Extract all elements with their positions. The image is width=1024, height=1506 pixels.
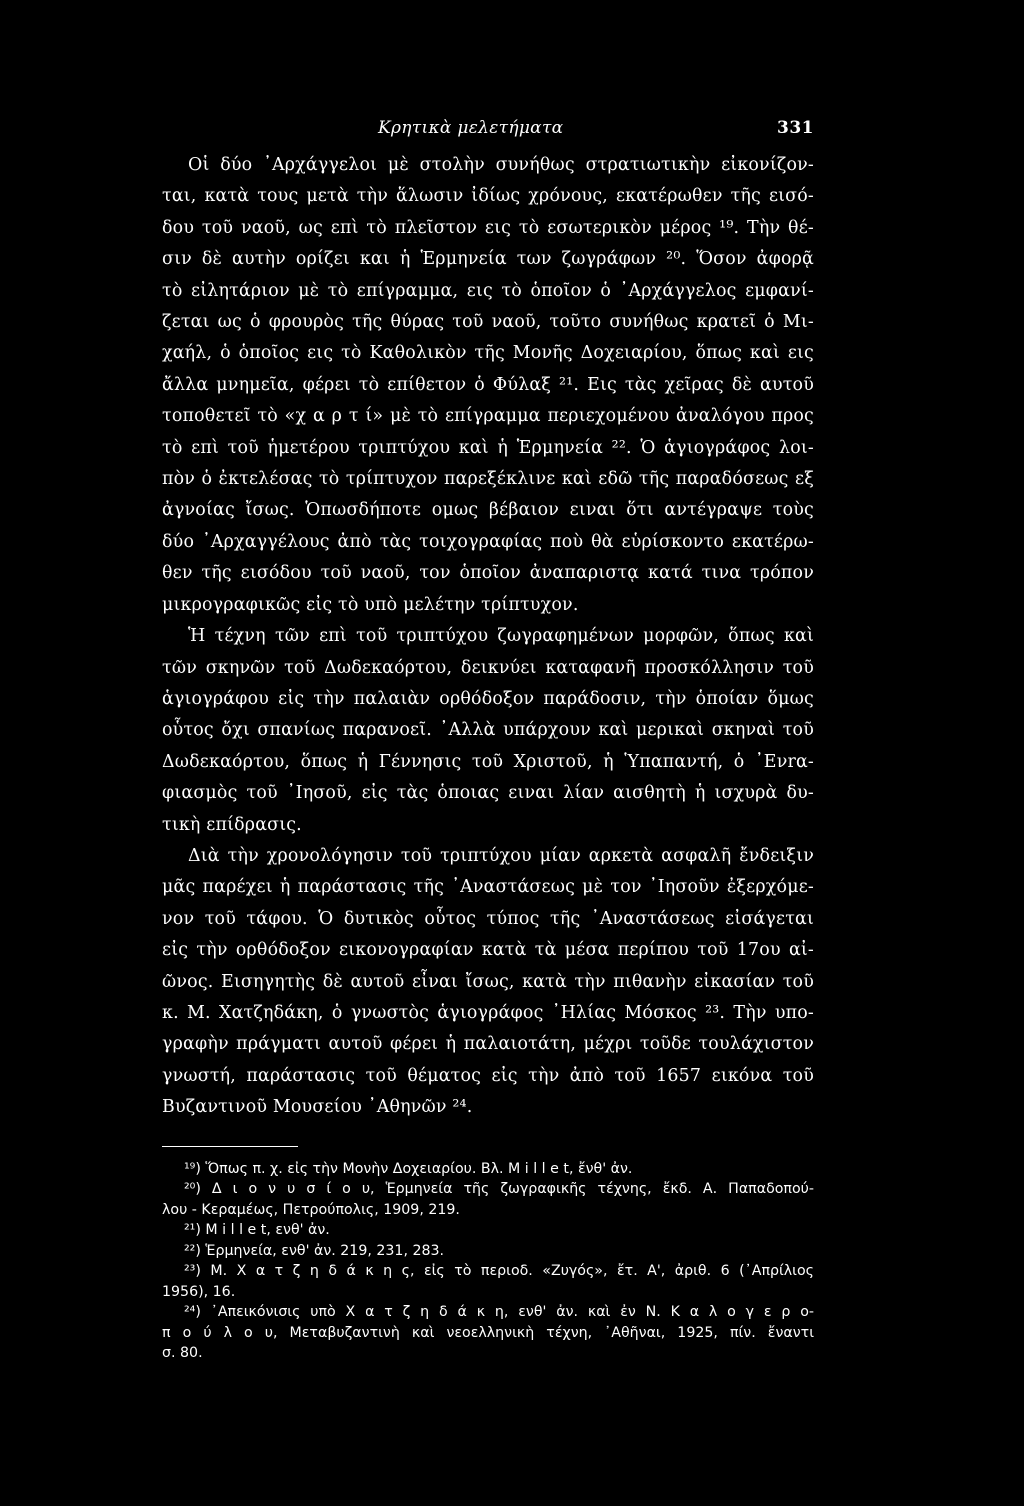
footnote-line: 1956), 16.	[162, 1283, 236, 1300]
footnote-line: ²⁰) Δ ι ο ν υ σ ί ο υ, Ἑρμηνεία τῆς ζωγραφικῆς τέχνης, ἔκδ. Α. Παπαδοπού-	[184, 1181, 814, 1198]
text-line: ῶνος. Εισηγητὴς δὲ αυτοῦ εἶναι ἴσως, κατὰ τὴν πιθανὴν εἰκασίαν τοῦ	[162, 971, 814, 992]
footnote-line: ²³) Μ. Χ α τ ζ η δ ά κ η ς, εἰς τὸ περιοδ. «Ζυγός», ἔτ. Α', ἀριθ. 6 (᾿Απρίλιος	[184, 1263, 814, 1280]
page-number: 331	[777, 118, 814, 138]
text-line: τῶν σκηνῶν τοῦ Δωδεκαόρτου, δεικνύει καταφανῆ προσκόλλησιν τοῦ	[162, 657, 814, 678]
running-title: Κρητικὰ μελετήματα	[378, 118, 564, 138]
text-line: νον τοῦ τάφου. Ὁ δυτικὸς οὗτος τύπος τῆς ᾿Αναστάσεως εἰσάγεται	[162, 908, 814, 929]
footnote-line: ²⁴) ᾿Απεικόνισις υπὸ Χ α τ ζ η δ ά κ η, ενθ' ἀν. καὶ ἐν Ν. Κ α λ ο γ ε ρ ο-	[184, 1304, 814, 1321]
text-line: μᾶς παρέχει ἡ παράστασις τῆς ᾿Αναστάσεως μὲ τον ᾿Ιησοῦν ἐξερχόμε-	[162, 877, 814, 898]
text-line: ἄλλα μνημεῖα, φέρει τὸ επίθετον ὁ Φύλαξ ²¹. Εις τὰς χεῖρας δὲ αυτοῦ	[162, 374, 814, 395]
footnotes	[162, 1159, 814, 1364]
text-line: τοποθετεῖ τὸ «χ α ρ τ ί» μὲ τὸ επίγραμμα περιεχομένου ἀναλόγου προς	[162, 406, 814, 427]
text-line: σιν δὲ αυτὴν ορίζει και ἡ Ἑρμηνεία των ζωγράφων ²⁰. Ὅσον ἀφορᾷ	[162, 249, 814, 270]
text-line: κ. Μ. Χατζηδάκη, ὁ γνωστὸς ἁγιογράφος ᾿Ηλίας Μόσκος ²³. Τὴν υπο-	[162, 1002, 814, 1023]
text-line: χαήλ, ὁ ὁποῖος εις τὸ Καθολικὸν τῆς Μονῆς Δοχειαρίου, ὅπως καὶ εις	[162, 343, 814, 364]
text-line: ἁγιογράφου εἰς τὴν παλαιὰν ορθόδοξον παράδοσιν, τὴν ὁποίαν ὅμως	[162, 688, 814, 709]
text-line: φιασμὸς τοῦ ᾿Ιησοῦ, εἰς τὰς ὁποιας ειναι λίαν αισθητὴ ἡ ισχυρὰ δυ-	[162, 783, 814, 804]
footnote-line: ¹⁹) Ὅπως π. χ. εἰς τὴν Μονὴν Δοχειαρίου. Βλ. M i l l e t, ἔνθ' ἀν.	[184, 1160, 633, 1177]
text-line: Ἡ τέχνη τῶν επὶ τοῦ τριπτύχου ζωγραφημένων μορφῶν, ὅπως καὶ	[188, 626, 814, 647]
text-line: Δωδεκαόρτου, ὅπως ἡ Γέννησις τοῦ Χριστοῦ, ἡ Ὑπαπαντή, ὁ ᾿Ενrα-	[162, 751, 814, 772]
text-line: οὗτος ὄχι σπανίως παρανοεῖ. ᾿Αλλὰ υπάρχουν καὶ μερικαὶ σκηναὶ τοῦ	[162, 720, 814, 741]
text-line: εἰς τὴν ορθόδοξον εικονογραφίαν κατὰ τὰ μέσα περίπου τοῦ 17ου αἰ-	[162, 940, 814, 961]
text-line: Βυζαντινοῦ Μουσείου ᾿Αθηνῶν ²⁴.	[162, 1097, 473, 1118]
text-line: τικὴ επίδρασις.	[162, 814, 302, 835]
text-line: δου τοῦ ναοῦ, ως επὶ τὸ πλεῖστον εις τὸ εσωτερικὸν μέρος ¹⁹. Τὴν θέ-	[162, 217, 814, 238]
text-line: τὸ επὶ τοῦ ἡμετέρου τριπτύχου καὶ ἡ Ἑρμηνεία ²². Ὁ ἁγιογράφος λοι-	[162, 437, 814, 458]
footnote-separator	[162, 1146, 298, 1147]
text-line: δύο ᾿Αρχαγγέλους ἀπὸ τὰς τοιχογραφίας ποὺ θὰ εὑρίσκοντο εκατέρω-	[162, 531, 814, 552]
text-line: Διὰ τὴν χρονολόγησιν τοῦ τριπτύχου μίαν αρκετὰ ασφαλῆ ἔνδειξιν	[188, 845, 814, 866]
footnote-line: π ο ύ λ ο υ, Μεταβυζαντινὴ καὶ νεοελληνικὴ τέχνη, ᾿Αθῆναι, 1925, πίν. ἔναντι	[162, 1324, 814, 1341]
text-line: θεν τῆς εισόδου τοῦ ναοῦ, τον ὁποῖον ἀναπαριστᾳ κατά τινα τρόπον	[162, 563, 814, 584]
text-line: Οἱ δύο ᾿Αρχάγγελοι μὲ στολὴν συνήθως στρατιωτικὴν εἰκονίζον-	[188, 155, 814, 175]
text-line: ἀγνοίας ἴσως. Ὁπωσδήποτε ομως βέβαιον ειναι ὅτι αντέγραψε τοὺς	[162, 500, 814, 521]
text-line: μικρογραφικῶς εἰς τὸ υπὸ μελέτην τρίπτυχον.	[162, 594, 579, 615]
text-line: γνωστή, παράστασις τοῦ θέματος εἰς τὴν ἀπὸ τοῦ 1657 εικόνα τοῦ	[162, 1065, 814, 1086]
text-line: πὸν ὁ ἐκτελέσας τὸ τρίπτυχον παρεξέκλινε καὶ εδῶ τῆς παραδόσεως εξ	[162, 469, 814, 490]
text-line: ζεται ως ὁ φρουρὸς τῆς θύρας τοῦ ναοῦ, τοῦτο συνήθως κρατεῖ ὁ Μι-	[162, 312, 814, 333]
text-line: ται, κατὰ τους μετὰ τὴν ἅλωσιν ἰδίως χρόνους, εκατέρωθεν τῆς εισό-	[162, 186, 814, 207]
footnote-line: ²¹) M i l l e t, ενθ' ἀν.	[184, 1222, 330, 1239]
book-page	[162, 110, 814, 1364]
footnote-line: ²²) Ἑρμηνεία, ενθ' ἀν. 219, 231, 283.	[184, 1242, 445, 1259]
footnote-line: σ. 80.	[162, 1345, 203, 1362]
text-line: τὸ εἰλητάριον μὲ τὸ επίγραμμα, εις τὸ ὁποῖον ὁ ᾿Αρχάγγελος εμφανί-	[162, 280, 814, 301]
running-header	[162, 110, 814, 150]
text-line: γραφὴν πράγματι αυτοῦ φέρει ἡ παλαιοτάτη, μέχρι τοῦδε τουλάχιστον	[162, 1034, 814, 1055]
footnote-line: λου - Κεραμέως, Πετρούπολις, 1909, 219.	[162, 1201, 460, 1218]
body-text	[162, 150, 814, 1124]
